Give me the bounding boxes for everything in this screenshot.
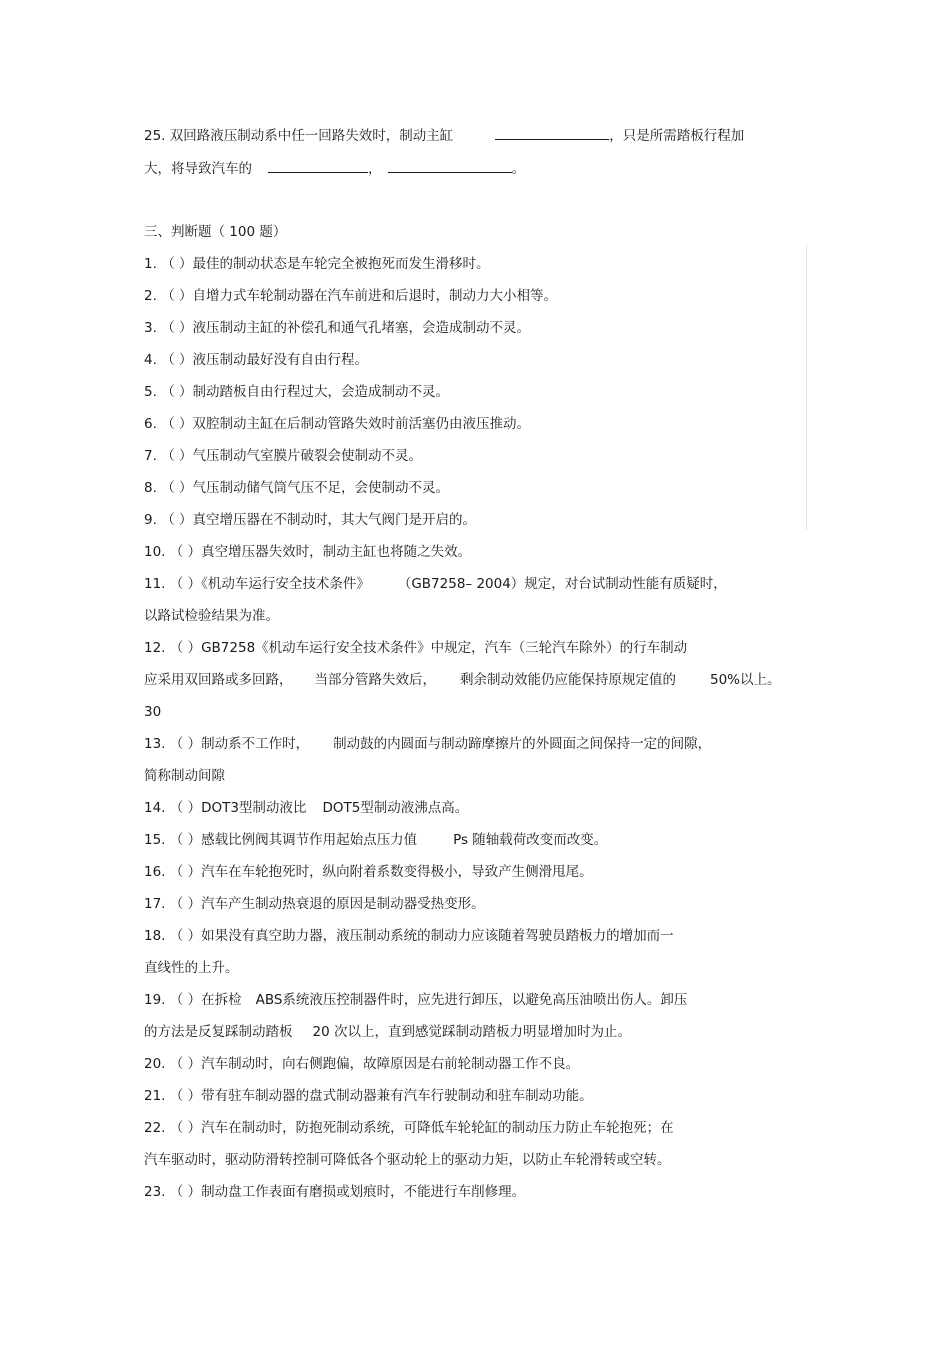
answer-paren: （ ） [169, 1056, 202, 1072]
question-text: 液压制动最好没有自由行程。 [192, 352, 368, 368]
question-number: 16. [144, 864, 166, 880]
question-19-line2 [144, 1022, 631, 1042]
question-number: 10. [144, 544, 166, 560]
answer-paren: （ ） [169, 832, 202, 848]
question-text: 带有驻车制动器的盘式制动器兼有汽车行驶制动和驻车制动功能。 [201, 1088, 593, 1104]
question-text: 汽车制动时，向右侧跑偏，故障原因是右前轮制动器工作不良。 [201, 1056, 580, 1072]
question-number: 3. [144, 320, 157, 336]
question-text: 20 次以上，直到感觉踩制动踏板力明显增加时为止。 [312, 1024, 631, 1040]
question-text: GB7258《机动车运行安全技术条件》中规定，汽车（三轮汽车除外）的行车制动 [201, 640, 688, 656]
question-text: 汽车在车轮抱死时，纵向附着系数变得极小，导致产生侧滑甩尾。 [201, 864, 593, 880]
question-13-line2: 简称制动间隙 [144, 768, 225, 784]
question-text: 制动踏板自由行程过大，会造成制动不灵。 [192, 384, 449, 400]
question-text: 汽车在制动时，防抱死制动系统，可降低车轮轮缸的制动压力防止车轮抱死；在 [201, 1120, 674, 1136]
answer-paren: （ ） [161, 320, 193, 336]
question-text: 的方法是反复踩制动踏板 [144, 1024, 293, 1040]
question-2 [144, 286, 557, 306]
question-text: 应采用双回路或多回路， [144, 672, 293, 688]
question-number: 2. [144, 288, 157, 304]
question-4 [144, 350, 368, 370]
answer-paren: （ ） [161, 480, 193, 496]
question-number: 1. [144, 256, 157, 272]
q25-text-c: 大，将导致汽车的 [144, 161, 252, 177]
question-number: 13. [144, 736, 166, 752]
question-14 [144, 798, 468, 818]
answer-paren: （ ） [169, 1120, 202, 1136]
question-text: 50%以上。 [710, 672, 781, 688]
question-18-line1 [144, 926, 674, 946]
margin-rule [806, 245, 807, 530]
question-text: ABS系统液压控制器件时，应先进行卸压，以避免高压油喷出伤人。卸压 [255, 992, 688, 1008]
answer-paren: （ ） [161, 512, 193, 528]
question-text: 自增力式车轮制动器在汽车前进和后退时，制动力大小相等。 [192, 288, 557, 304]
question-text: 制动鼓的内圆面与制动蹄摩擦片的外圆面之间保持一定的间隙， [333, 736, 712, 752]
question-11-line2: 以路试检验结果为准。 [144, 608, 279, 624]
question-number: 5. [144, 384, 157, 400]
answer-paren: （ ） [161, 384, 193, 400]
q25-comma: ， [368, 161, 382, 177]
question-text: 制动盘工作表面有磨损或划痕时，不能进行车削修理。 [201, 1184, 526, 1200]
section-title: 三、判断题（ 100 题） [144, 224, 287, 240]
question-text: 在拆检 [201, 992, 242, 1008]
question-number: 6. [144, 416, 157, 432]
question-text: 当部分管路失效后， [314, 672, 436, 688]
q25-text-a: 25. 双回路液压制动系中任一回路失效时，制动主缸 [144, 128, 454, 144]
question-6 [144, 414, 530, 434]
question-10 [144, 542, 471, 562]
question-16 [144, 862, 593, 882]
question-17 [144, 894, 485, 914]
q25-period: 。 [511, 161, 525, 177]
question-20 [144, 1054, 579, 1074]
question-19-line1 [144, 990, 687, 1010]
question-12-line2 [144, 670, 781, 690]
question-number: 21. [144, 1088, 166, 1104]
question-text: 感载比例阀其调节作用起始点压力值 [201, 832, 418, 848]
q25-text-b: ，只是所需踏板行程加 [609, 128, 745, 144]
question-number: 14. [144, 800, 166, 816]
question-number: 22. [144, 1120, 166, 1136]
question-text: 液压制动主缸的补偿孔和通气孔堵塞，会造成制动不灵。 [192, 320, 530, 336]
question-13-line1 [144, 734, 711, 754]
question-11-line1 [144, 574, 727, 594]
question-text: Ps 随轴载荷改变而改变。 [453, 832, 608, 848]
answer-paren: （ ） [169, 864, 202, 880]
question-text: 双腔制动主缸在后制动管路失效时前活塞仍由液压推动。 [192, 416, 530, 432]
question-8 [144, 478, 449, 498]
question-text: DOT5型制动液沸点高。 [322, 800, 469, 816]
q25-line1 [144, 125, 744, 145]
question-text: 制动系不工作时， [201, 736, 310, 752]
answer-paren: （ ） [169, 928, 202, 944]
answer-paren: （ ） [169, 736, 202, 752]
q25-blank-1 [495, 125, 609, 140]
answer-paren: （ ） [169, 640, 202, 656]
answer-paren: （ ） [169, 1184, 202, 1200]
question-text: 如果没有真空助力器，液压制动系统的制动力应该随着驾驶员踏板力的增加而一 [201, 928, 674, 944]
answer-paren: （ ） [169, 576, 202, 592]
question-text: DOT3型制动液比 [201, 800, 307, 816]
answer-paren: （ ） [161, 256, 193, 272]
question-text: 真空增压器失效时，制动主缸也将随之失效。 [201, 544, 472, 560]
question-1 [144, 254, 489, 274]
question-21 [144, 1086, 593, 1106]
answer-paren: （ ） [161, 352, 193, 368]
answer-paren: （ ） [169, 1088, 202, 1104]
question-text: 气压制动储气筒气压不足，会使制动不灵。 [192, 480, 449, 496]
question-text: 《机动车运行安全技术条件》 [201, 576, 370, 592]
question-number: 19. [144, 992, 166, 1008]
question-text: 汽车产生制动热衰退的原因是制动器受热变形。 [201, 896, 485, 912]
answer-paren: （ ） [169, 800, 202, 816]
q25-line2 [144, 158, 525, 178]
answer-paren: （ ） [161, 448, 193, 464]
question-number: 20. [144, 1056, 166, 1072]
question-number: 4. [144, 352, 157, 368]
q25-blank-2 [268, 158, 368, 173]
question-number: 9. [144, 512, 157, 528]
answer-paren: （ ） [169, 896, 202, 912]
question-12-line3: 30 [144, 704, 162, 720]
question-number: 23. [144, 1184, 166, 1200]
answer-paren: （ ） [161, 288, 193, 304]
question-number: 18. [144, 928, 166, 944]
question-text: 最佳的制动状态是车轮完全被抱死而发生滑移时。 [192, 256, 490, 272]
question-text: 剩余制动效能仍应能保持原规定值的 [460, 672, 676, 688]
question-number: 15. [144, 832, 166, 848]
question-3 [144, 318, 530, 338]
question-5 [144, 382, 449, 402]
question-text: 真空增压器在不制动时，其大气阀门是开启的。 [192, 512, 476, 528]
question-12-line1 [144, 638, 687, 658]
answer-paren: （ ） [169, 544, 202, 560]
question-9 [144, 510, 476, 530]
question-18-line2: 直线性的上升。 [144, 960, 239, 976]
question-22-line1 [144, 1118, 674, 1138]
answer-paren: （ ） [161, 416, 193, 432]
question-number: 7. [144, 448, 157, 464]
question-15 [144, 830, 607, 850]
q25-blank-3 [388, 158, 512, 173]
question-number: 12. [144, 640, 166, 656]
question-text: 气压制动气室膜片破裂会使制动不灵。 [192, 448, 422, 464]
answer-paren: （ ） [169, 992, 202, 1008]
question-number: 8. [144, 480, 157, 496]
question-number: 17. [144, 896, 166, 912]
question-text: （GB7258– 2004）规定，对台试制动性能有质疑时， [397, 576, 727, 592]
question-22-line2: 汽车驱动时，驱动防滑转控制可降低各个驱动轮上的驱动力矩，以防止车轮滑转或空转。 [144, 1152, 671, 1168]
question-23 [144, 1182, 525, 1202]
question-number: 11. [144, 576, 166, 592]
question-7 [144, 446, 422, 466]
